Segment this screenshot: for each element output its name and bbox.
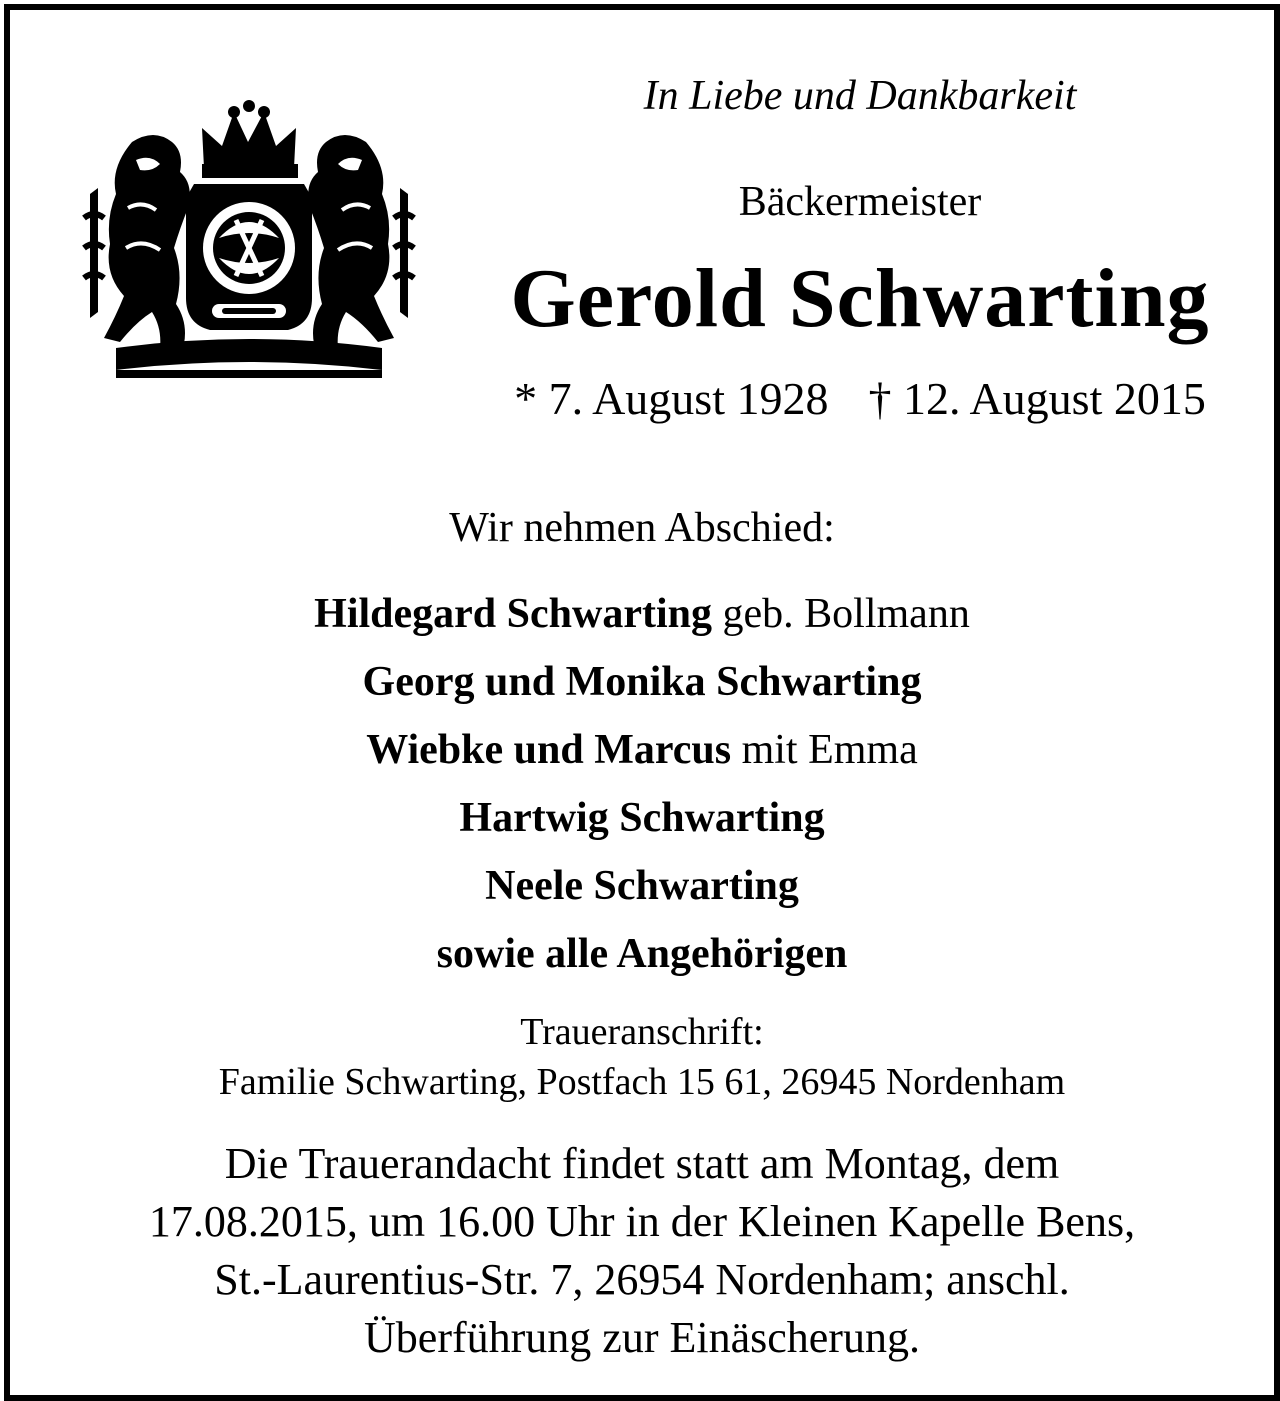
service-line: Überführung zur Einäscherung. <box>364 1313 920 1362</box>
mourner-line <box>10 590 1274 638</box>
obituary-notice <box>4 4 1280 1401</box>
life-dates <box>450 372 1270 425</box>
service-line: St.-Laurentius-Str. 7, 26954 Nordenham; anschl. <box>214 1255 1070 1304</box>
mourner-name: Neele Schwarting <box>485 863 799 909</box>
birth-date: * 7. August 1928 <box>514 373 829 424</box>
mourner-line <box>10 726 1274 774</box>
mourner-note: mit Emma <box>731 727 918 773</box>
mourner-line <box>10 930 1274 978</box>
death-date: † 12. August 2015 <box>868 373 1206 424</box>
mourner-note: geb. Bollmann <box>712 591 970 637</box>
mourner-name: sowie alle Angehörigen <box>436 931 848 977</box>
intro-line: In Liebe und Dankbarkeit <box>643 73 1077 119</box>
service-line: Die Trauerandacht findet statt am Montag, dem <box>224 1139 1060 1188</box>
mourner-name: Wiebke und Marcus <box>366 727 732 773</box>
service-line: 17.08.2015, um 16.00 Uhr in der Kleinen Kapelle Bens, <box>148 1197 1136 1246</box>
guild-coat-of-arms-icon <box>76 98 422 380</box>
profession-title: Bäckermeister <box>738 179 982 225</box>
mourner-name: Hildegard Schwarting <box>314 591 713 637</box>
deceased-name: Gerold Schwarting <box>510 252 1210 345</box>
mourner-line <box>10 862 1274 910</box>
mourning-address: Familie Schwarting, Postfach 15 61, 26945 Nordenham <box>218 1061 1066 1103</box>
mourner-name: Hartwig Schwarting <box>459 795 825 841</box>
mourner-line <box>10 658 1274 706</box>
mourner-name: Georg und Monika Schwarting <box>362 659 922 705</box>
farewell-heading: Wir nehmen Abschied: <box>449 505 835 551</box>
mourner-line <box>10 794 1274 842</box>
address-label: Traueranschrift: <box>520 1011 764 1053</box>
